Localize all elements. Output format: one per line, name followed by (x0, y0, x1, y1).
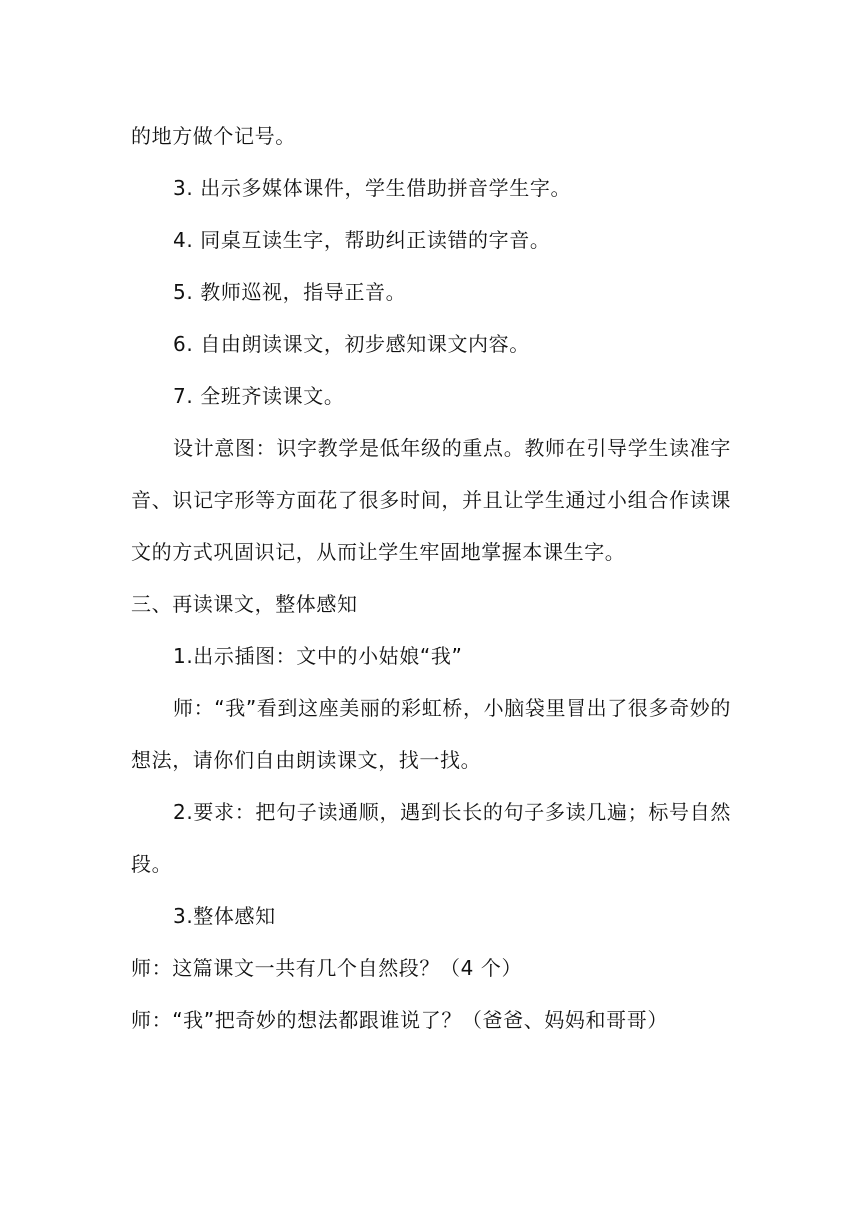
sub-step-2: 2.要求：把句子读通顺，遇到长长的句子多读几遍；标号自然段。 (131, 800, 731, 876)
sub-step-1: 1.出示插图：文中的小姑娘“我” (173, 644, 463, 668)
section-heading-3: 三、再读课文，整体感知 (131, 592, 358, 616)
step-5: 5. 教师巡视，指导正音。 (173, 280, 407, 304)
teacher-question-1: 师：这篇课文一共有几个自然段？（4 个） (131, 956, 523, 980)
teacher-question-2: 师：“我”把奇妙的想法都跟谁说了？（爸爸、妈妈和哥哥） (131, 1008, 668, 1032)
paragraph-continuation: 的地方做个记号。 (131, 124, 296, 148)
step-6: 6. 自由朗读课文，初步感知课文内容。 (173, 332, 530, 356)
teacher-prompt-paragraph: 师：“我”看到这座美丽的彩虹桥，小脑袋里冒出了很多奇妙的想法，请你们自由朗读课文，找一找。 (131, 696, 731, 772)
document-body (131, 110, 731, 1046)
step-4: 4. 同桌互读生字，帮助纠正读错的字音。 (173, 228, 551, 252)
step-7: 7. 全班齐读课文。 (173, 384, 345, 408)
design-intent-paragraph: 设计意图：识字教学是低年级的重点。教师在引导学生读准字音、识记字形等方面花了很多时间，并且让学生通过小组合作读课文的方式巩固识记，从而让学生牢固地掌握本课生字。 (131, 436, 731, 564)
step-3: 3. 出示多媒体课件，学生借助拼音学生字。 (173, 176, 572, 200)
sub-step-3: 3.整体感知 (173, 904, 276, 928)
